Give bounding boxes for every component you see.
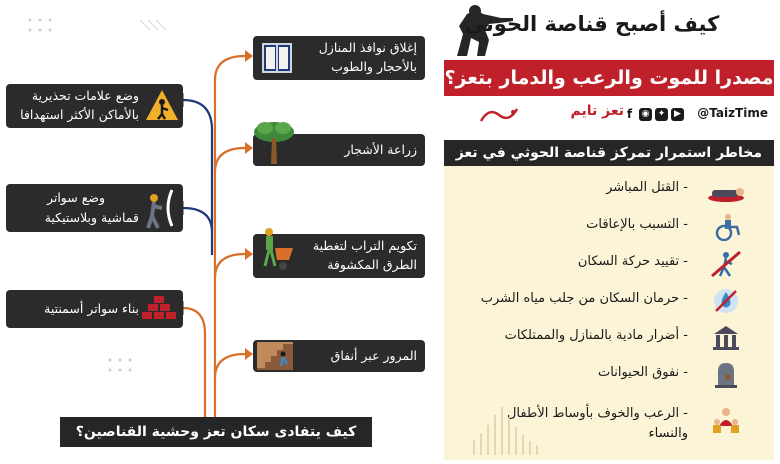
tip-card-warning-signs [6,84,183,128]
risk-item [450,324,760,352]
tree-icon [251,118,297,168]
risks-heading: مخاطر استمرار تمركز قناصة الحوثي في تعز [444,140,774,166]
tip-line1: وضع علامات تحذيرية [31,88,139,103]
brand-bar [444,103,774,127]
tip-card-curtains [6,184,183,232]
youtube-icon[interactable]: ▶ [671,108,684,121]
risk-label: - أضرار مادية بالمنازل والممتلكات [504,328,688,343]
risk-item [450,287,760,315]
no-water-icon [706,287,746,315]
page-subtitle: مصدرا للموت والرعب والدمار بتعز؟ [444,60,774,96]
risk-label: - التسبب بالإعاقات [586,217,688,232]
twitter-icon[interactable]: ✦ [655,108,668,121]
wheelchair-icon [706,213,746,241]
bricks-icon [140,296,178,322]
social-handle: @TaizTime [697,106,768,120]
tip-card-soil [253,234,425,278]
brand-logo-text: تعز تايم [570,103,624,119]
risk-item [450,213,760,241]
tip-card-trees [253,134,425,166]
tip-line1: إغلاق نوافذ المنازل [318,40,417,55]
risk-label: - الرعب والخوف بأوساط الأطفال [506,406,688,421]
curtain-icon [142,186,182,230]
risk-label: - نفوق الحيوانات [598,365,688,380]
tip-line2: بالأحجار والطوب [331,59,417,74]
tip-line2: قماشية وبلاستيكية [44,210,139,225]
tip-line1: زراعة الأشجار [344,142,417,157]
tombstone-icon [706,361,746,389]
risk-item [450,250,760,278]
tip-card-tunnels [253,340,425,372]
wheelbarrow-icon [257,226,297,276]
no-walking-icon [706,250,746,278]
tip-line1: وضع سواتر [46,190,105,205]
tip-line2: بالأماكن الأكثر استهدافا [20,107,139,122]
family-icon [706,406,746,434]
tip-line1: بناء سواتر أسمنتية [44,301,139,316]
risk-label: - تقييد حركة السكان [577,254,688,269]
page-title: كيف أصبح قناصة الحوثي [464,12,720,36]
injured-person-icon [706,176,746,204]
brand-logo-icon [479,105,519,125]
tip-card-cement-barriers [6,290,183,328]
warning-sign-icon [144,88,180,124]
tip-line1: تكويم التراب لتغطية [312,238,417,253]
facebook-icon[interactable]: f [626,107,633,121]
decorative-bars [469,395,559,455]
damaged-building-icon [706,324,746,352]
risk-item [450,176,760,204]
tip-card-windows [253,36,425,80]
risk-label: - حرمان السكان من جلب مياه الشرب [480,291,688,306]
risks-panel [444,166,774,460]
risk-label: - القتل المباشر [606,180,688,195]
tips-footer-question: كيف يتفادى سكان تعز وحشية القناصين؟ [60,417,372,447]
risk-item [450,361,760,389]
tip-line1: المرور عبر أنفاق [330,348,417,363]
instagram-icon[interactable]: ◉ [639,108,652,121]
tip-line2: الطرق المكشوفة [327,257,417,272]
window-icon [259,40,295,76]
tunnel-icon [257,342,293,370]
risk-label-line2: والنساء [648,426,688,441]
